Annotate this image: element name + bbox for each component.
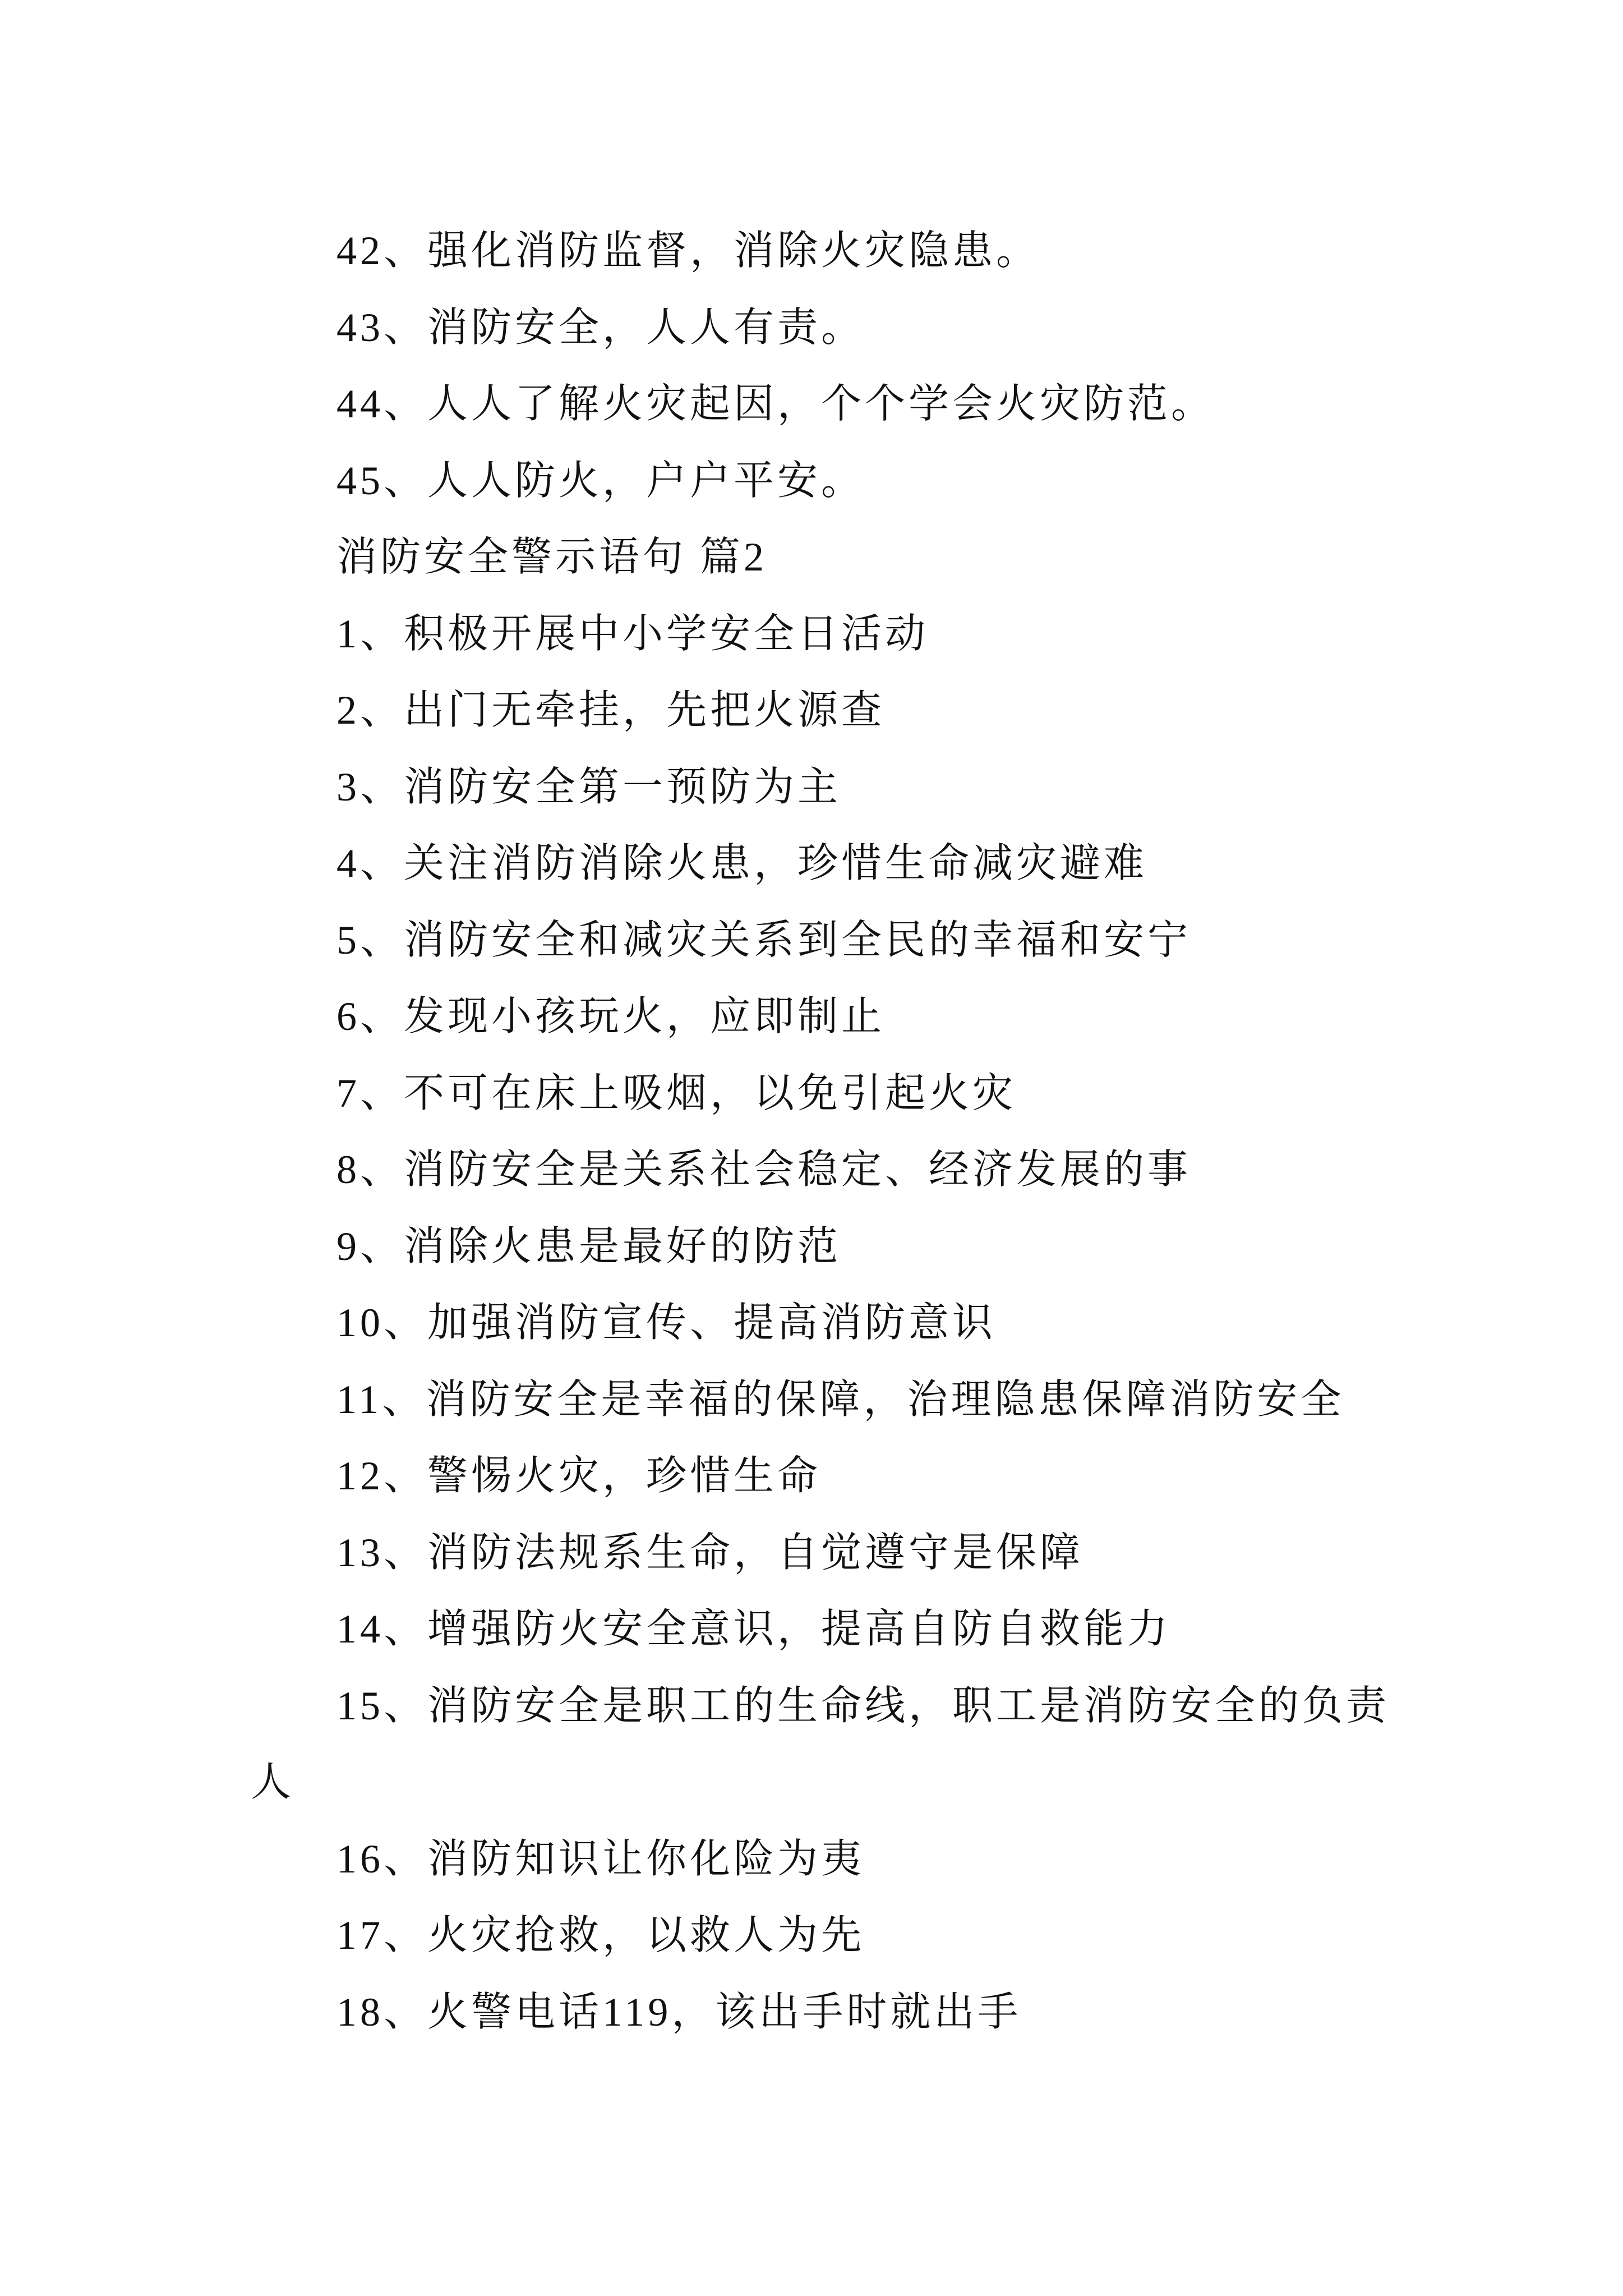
list-item: 42、强化消防监督，消除火灾隐患。 [336,228,1040,273]
section-title: 消防安全警示语句 篇2 [336,535,768,579]
list-item: 15、消防安全是职工的生命线，职工是消防安全的负责人 [251,1683,1390,1805]
list-item: 10、加强消防宣传、提高消防意识 [336,1300,997,1345]
list-item: 17、火灾抢救，以救人为先 [336,1913,865,1958]
list-item: 3、消防安全第一预防为主 [336,764,842,809]
list-item: 45、人人防火，户户平安。 [336,458,865,503]
list-item: 18、火警电话119，该出手时就出手 [336,1989,1022,2035]
list-item: 1、积极开展中小学安全日活动 [336,611,929,656]
list-item: 44、人人了解火灾起因，个个学会火灾防范。 [336,381,1215,426]
list-item: 7、不可在床上吸烟，以免引起火灾 [336,1070,1017,1116]
list-item: 16、消防知识让你化险为夷 [336,1836,865,1881]
list-item: 43、消防安全，人人有责。 [336,305,865,350]
list-item: 13、消防法规系生命，自觉遵守是保障 [336,1530,1084,1575]
list-item: 12、警惕火灾，珍惜生命 [336,1453,822,1498]
list-item: 14、增强防火安全意识，提高自防自救能力 [336,1607,1172,1651]
list-item: 9、消除火患是最好的防范 [336,1223,842,1269]
list-item: 5、消防安全和减灾关系到全民的幸福和安宁 [336,917,1192,963]
list-item: 11、消防安全是幸福的保障，治理隐患保障消防安全 [336,1377,1345,1422]
document-body [251,213,1419,2050]
list-item: 6、发现小孩玩火，应即制止 [336,994,886,1039]
list-item: 8、消防安全是关系社会稳定、经济发展的事 [336,1147,1192,1192]
list-item: 2、出门无牵挂，先把火源查 [336,688,886,733]
list-item: 4、关注消防消除火患，珍惜生命减灾避难 [336,841,1148,886]
